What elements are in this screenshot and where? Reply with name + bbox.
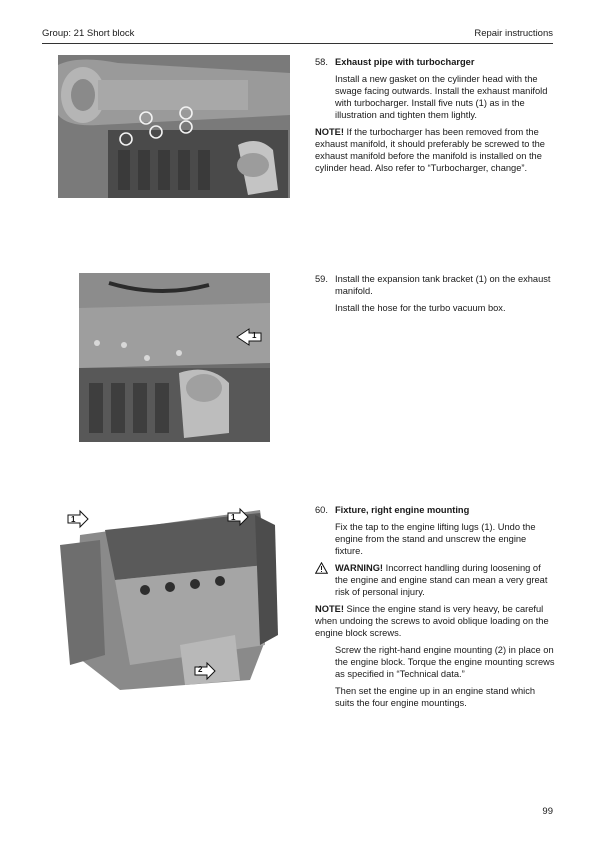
step-60: [315, 504, 555, 714]
step-title: Exhaust pipe with turbocharger: [335, 57, 475, 67]
figure-exhaust-manifold-photo: [58, 55, 290, 198]
note-label: NOTE!: [315, 127, 344, 137]
step-59-body: Install the hose for the turbo vacuum box.: [335, 303, 506, 313]
header-rule: [42, 43, 553, 44]
step-number: 60.: [315, 505, 328, 515]
step-58-body: Install a new gasket on the cylinder head with the swage facing outwards. Install the exhaust manifold with turbocharger. Install five nuts (1) as in the illustration and tighten them lightly.: [335, 74, 548, 120]
step-number: 59.: [315, 274, 328, 284]
note-text: Since the engine stand is very heavy, be careful when undoing the screws to avoid oblique loading on the engine block screws.: [315, 604, 549, 638]
step-60-note: [315, 603, 555, 639]
callout-1-right: 1: [231, 513, 236, 522]
step-59: [315, 273, 555, 319]
step-60-heading: [315, 504, 555, 516]
note-label: NOTE!: [315, 604, 344, 614]
callout-1-left: 1: [71, 515, 76, 524]
header-section: Repair instructions: [474, 28, 553, 39]
warning-text: Incorrect handling during loosening of the engine and engine stand can mean a very great risk of personal injury.: [335, 563, 548, 597]
step-lead: Install the expansion tank bracket (1) on the exhaust manifold.: [335, 274, 551, 296]
note-text: If the turbocharger has been removed from the exhaust manifold, it should preferably be screwed to the exhaust manifold before the manifold is installed on the cylinder head. Also refer to “Turbocharger, change”.: [315, 127, 545, 173]
figure-engine-mounting-photo: [60, 505, 280, 695]
warning-block: [315, 562, 555, 598]
step-60-body: Fix the tap to the engine lifting lugs (1). Undo the engine from the stand and unscrew the engine fixture.: [335, 522, 536, 556]
step-60-body-3: Then set the engine up in an engine stand which suits the four engine mountings.: [335, 686, 536, 708]
step-58: [315, 56, 555, 179]
page-number: 99: [542, 806, 553, 817]
warning-triangle-icon: [315, 562, 328, 574]
step-59-heading: [315, 273, 555, 297]
header-group: Group: 21 Short block: [42, 28, 135, 39]
callout-2: 2: [198, 665, 203, 674]
step-title: Fixture, right engine mounting: [335, 505, 470, 515]
page-header: [42, 28, 553, 42]
callout-1: 1: [252, 331, 257, 340]
step-60-body-2: Screw the right-hand engine mounting (2) in place on the engine block. Torque the engine mounting screws as specified in “Technical data.”: [335, 645, 555, 679]
figure-expansion-tank-bracket-photo: [79, 273, 270, 442]
step-number: 58.: [315, 57, 328, 67]
warning-label: WARNING!: [335, 563, 384, 573]
step-58-heading: [315, 56, 555, 68]
step-58-note: [315, 126, 555, 174]
